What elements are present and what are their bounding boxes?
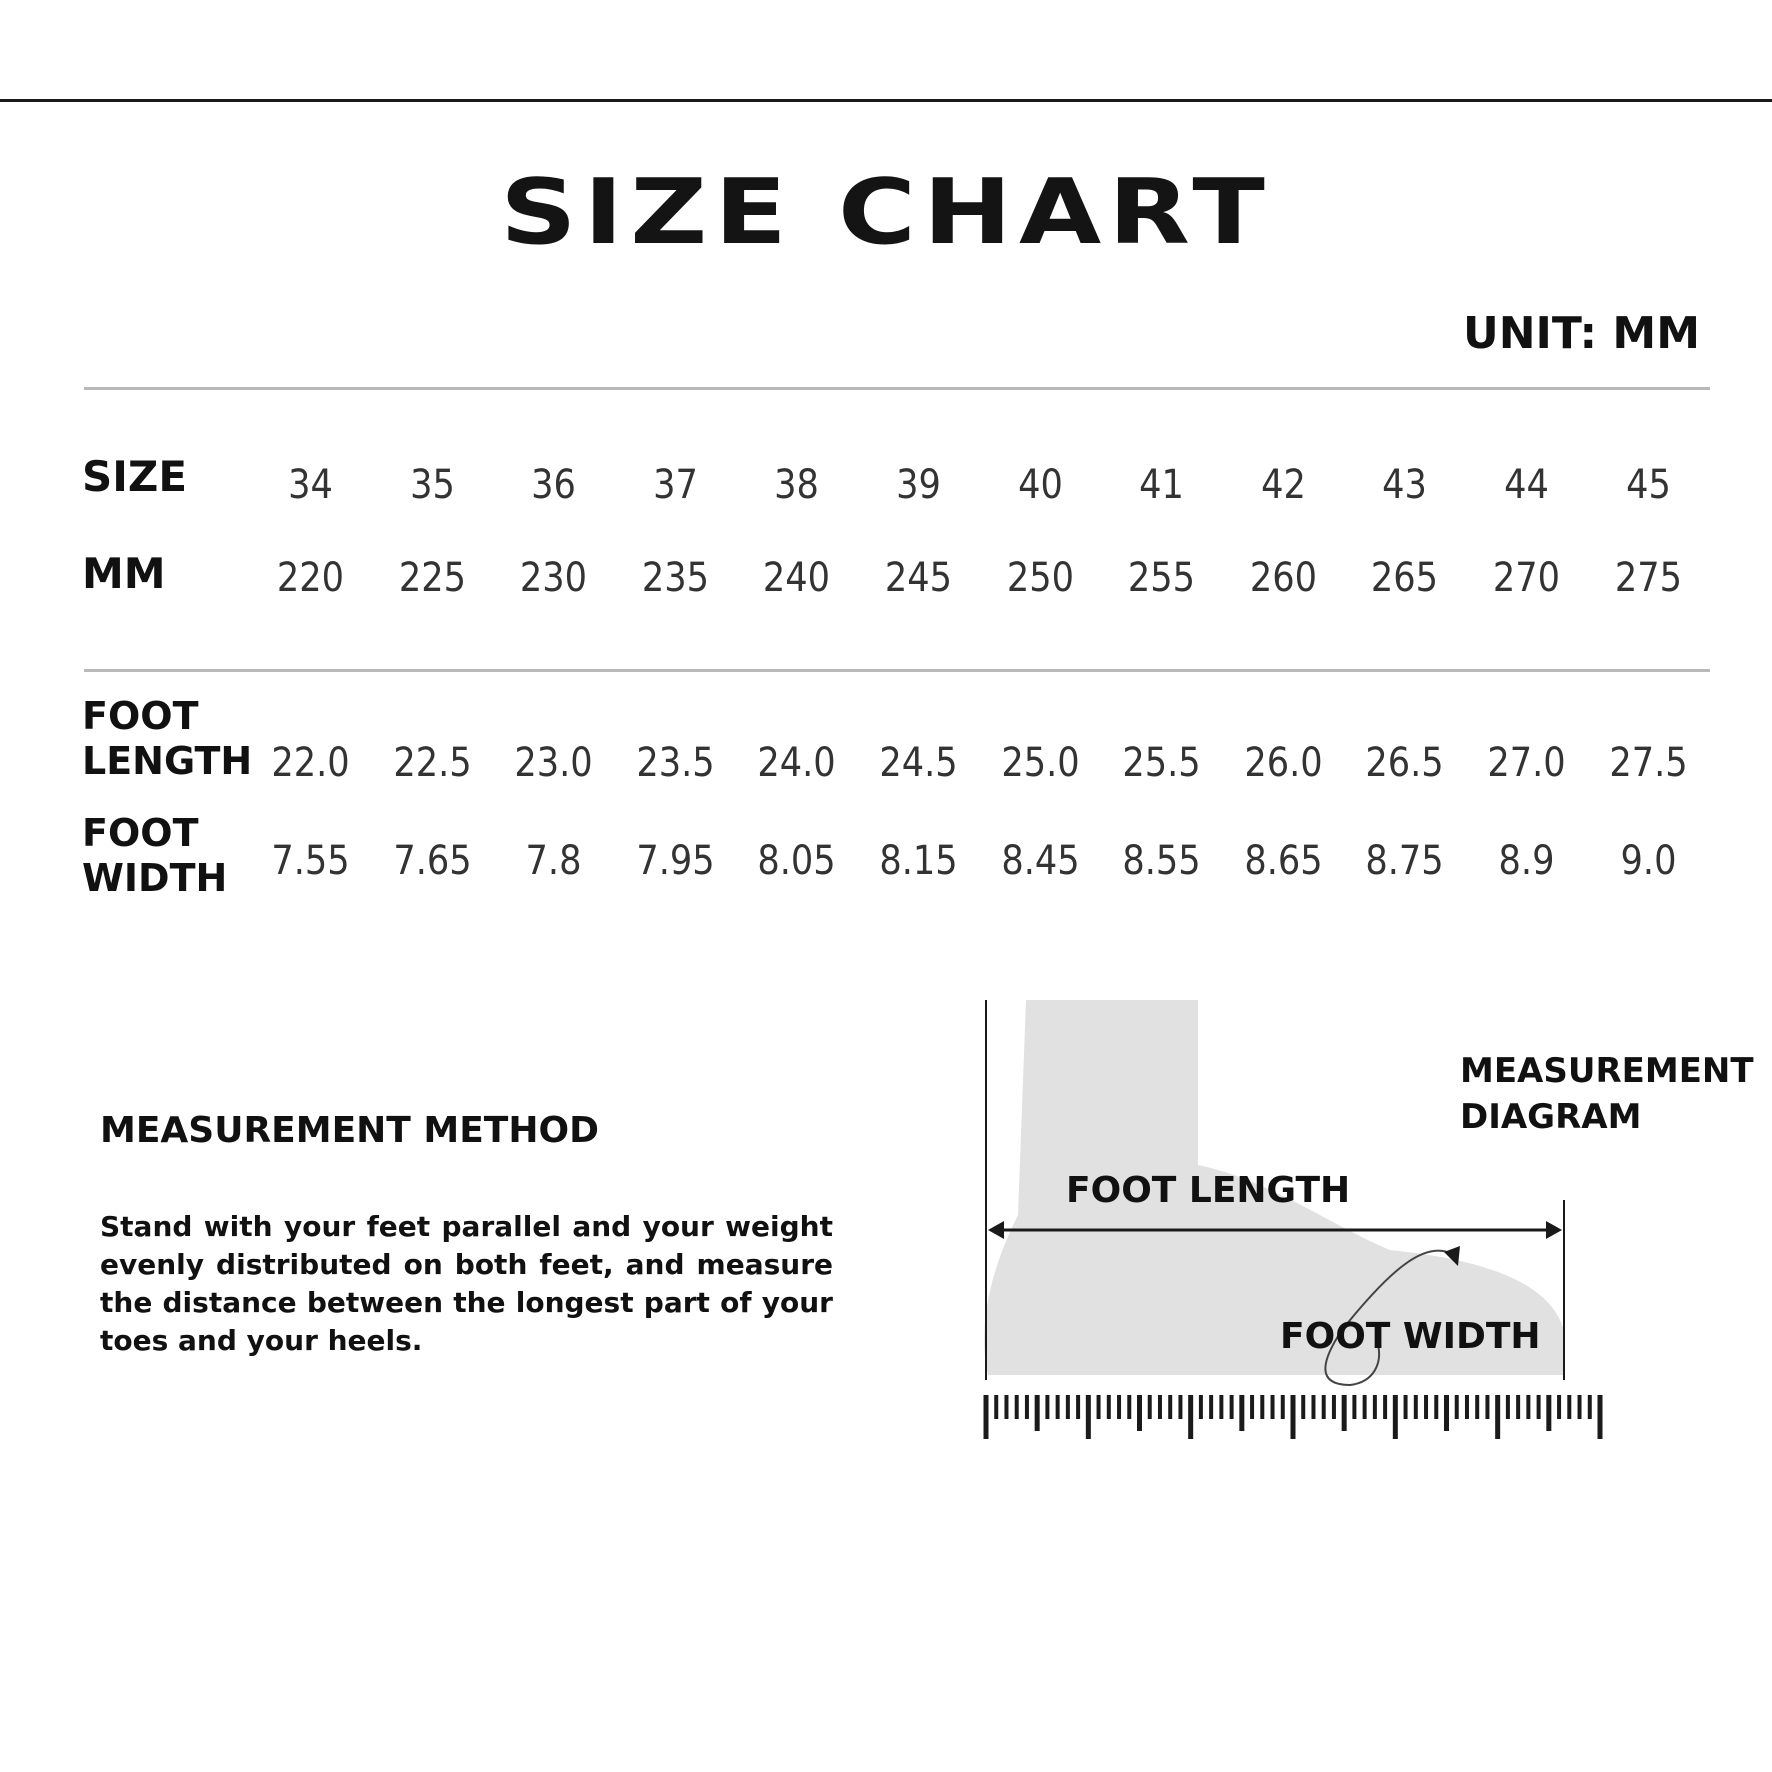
foot-width-cell: 7.95: [636, 838, 715, 884]
foot-length-cell: 23.0: [514, 740, 593, 786]
mm-cell: 275: [1614, 555, 1682, 601]
foot-width-cell: 7.65: [392, 838, 472, 884]
page-title: SIZE CHART: [500, 160, 1272, 265]
foot-length-cell: 22.0: [271, 740, 350, 786]
foot-width-cell: 8.65: [1244, 838, 1323, 884]
foot-length-cell: 22.5: [392, 740, 472, 786]
foot-width-cell: 7.8: [525, 838, 582, 884]
foot-length-row-label: [82, 694, 252, 784]
top-rule: [0, 99, 1772, 102]
size-cell: 34: [288, 462, 333, 508]
measurement-method-title: MEASUREMENT METHOD: [100, 1110, 599, 1151]
foot-width-cell: 8.05: [757, 838, 837, 884]
foot-length-cell: 24.0: [757, 740, 837, 786]
mm-cell: 245: [884, 555, 953, 601]
mm-cell: 255: [1128, 555, 1196, 601]
foot-width-label-line1: FOOT: [82, 811, 199, 855]
size-cell: 45: [1625, 462, 1671, 508]
foot-width-cell: 8.9: [1498, 838, 1555, 884]
mm-cell: 230: [520, 555, 588, 601]
mm-cell: 220: [276, 555, 345, 601]
size-cell: 39: [896, 462, 941, 508]
size-cell: 43: [1382, 462, 1428, 508]
foot-width-cell: 8.55: [1122, 838, 1201, 884]
measurement-method-text: Stand with your feet parallel and your weight evenly distributed on both feet, and measure the distance between the longest part of your toes and your heels.: [100, 1210, 833, 1357]
mm-row: [250, 555, 1710, 615]
size-cell: 36: [531, 462, 577, 508]
mm-row-label: MM: [82, 549, 166, 598]
size-cell: 42: [1260, 462, 1306, 508]
size-cell: 35: [409, 462, 455, 508]
size-cell: 40: [1017, 462, 1063, 508]
foot-width-cell: 7.55: [271, 838, 350, 884]
size-cell: 41: [1139, 462, 1185, 508]
foot-length-cell: 25.5: [1122, 740, 1201, 786]
arrow-right-icon: [1546, 1221, 1562, 1239]
foot-length-cell: 26.0: [1244, 740, 1323, 786]
foot-width-cell: 8.15: [879, 838, 958, 884]
mm-cell: 235: [641, 555, 709, 601]
foot-length-label: FOOT LENGTH: [1066, 1170, 1351, 1211]
unit-label: UNIT: MM: [1462, 308, 1700, 359]
foot-width-row: [250, 838, 1710, 898]
foot-width-cell: 9.0: [1620, 838, 1677, 884]
size-row-label: SIZE: [82, 452, 188, 501]
foot-length-cell: 23.5: [636, 740, 715, 786]
mm-cell: 270: [1492, 555, 1561, 601]
diagram-title-line2: DIAGRAM: [1460, 1097, 1642, 1137]
foot-width-cell: 8.75: [1365, 838, 1445, 884]
foot-width-label: FOOT WIDTH: [1280, 1316, 1541, 1357]
foot-length-cell: 27.0: [1487, 740, 1566, 786]
divider-middle: [84, 669, 1710, 672]
foot-length-cell: 24.5: [879, 740, 958, 786]
foot-width-cell: 8.45: [1000, 838, 1080, 884]
mm-cell: 260: [1249, 555, 1317, 601]
mm-cell: 250: [1006, 555, 1074, 601]
size-cell: 44: [1504, 462, 1549, 508]
mm-cell: 265: [1371, 555, 1439, 601]
foot-length-label-line1: FOOT: [82, 694, 199, 738]
size-cell: 37: [652, 462, 698, 508]
divider-top: [84, 387, 1710, 390]
foot-length-label-line2: LENGTH: [82, 738, 253, 783]
arrow-left-icon: [988, 1221, 1004, 1239]
foot-length-cell: 27.5: [1608, 740, 1688, 786]
size-cell: 38: [774, 462, 820, 508]
foot-length-cell: 26.5: [1365, 740, 1445, 786]
mm-cell: 225: [398, 555, 466, 601]
mm-cell: 240: [763, 555, 831, 601]
foot-length-row: [250, 740, 1710, 800]
measurement-diagram: [970, 1000, 1610, 1450]
diagram-title-line1: MEASUREMENT: [1460, 1051, 1754, 1091]
foot-diagram-svg: [970, 1000, 1610, 1450]
ruler-icon: [986, 1395, 1600, 1439]
size-row: [250, 462, 1710, 522]
foot-length-cell: 25.0: [1000, 740, 1080, 786]
foot-width-label-line2: WIDTH: [82, 855, 228, 900]
foot-width-row-label: [82, 811, 227, 901]
